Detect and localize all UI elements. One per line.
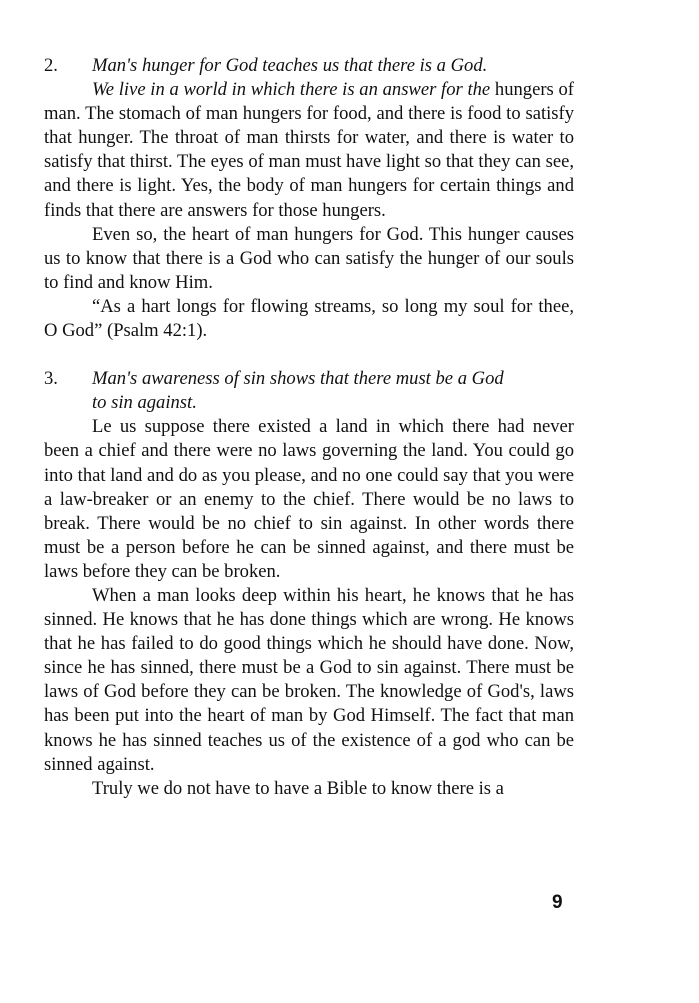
section-2-paragraph-2: Even so, the heart of man hungers for God. This hunger causes us to know that there is a God who can satisfy the hunger of our souls to find and know Him. [44,223,574,293]
section-2-number: 2. [44,55,58,76]
section-3-heading [44,367,574,391]
page-body [44,54,574,801]
section-2-heading [44,54,574,78]
section-3-paragraph-3: Truly we do not have to have a Bible to know there is a [92,777,504,799]
section-2-paragraph-3: “As a hart longs for flowing streams, so long my soul for thee, O God” (Psalm 42:1). [44,295,574,342]
section-3-paragraph-2: When a man looks deep within his heart, he knows that he has sinned. He knows that he has done things which are wrong. He knows that he has failed to do good things which he should have done. Now, since he has sinned, there must be a God to sin against. There must be laws of God before they can be broken. The knowledge of God's, laws has been put into the heart of man by God Himself. The fact that man knows he has sinned teaches us of the existence of a god who can be sinned against. [44,584,574,775]
section-2-title: Man's hunger for God teaches us that there is a God. [92,55,488,76]
section-3-number: 3. [44,368,58,390]
section-3-title-line-1: Man's awareness of sin shows that there must be a God [92,368,504,390]
section-2-paragraph-1 [44,78,574,223]
section-2-paragraph-1-lead: We live in a world in which there is an answer for the [92,79,491,101]
section-gap [44,343,574,367]
section-2-paragraph-1-rest: hungers of man. The stomach of man hungers for food, and there is food to satisfy that hunger. The throat of man thirsts for water, and there is water to satisfy that thirst. The eyes of man must have light so that they can see, and there is light. Yes, the body of man hungers for certain things and finds that there are answers for those hungers. [44,79,574,221]
section-3-title-line-2: to sin against. [92,392,197,414]
page-number: 9 [552,892,563,913]
section-3-paragraph-1: Le us suppose there existed a land in which there had never been a chief and there were no laws governing the land. You could go into that land and do as you please, and no one could say that you were a law-breaker or an enemy to the chief. There would be no laws to break. There would be no chief to sin against. In other words there must be a person before he can be sinned against, and there must be laws before they can be broken. [44,416,574,582]
